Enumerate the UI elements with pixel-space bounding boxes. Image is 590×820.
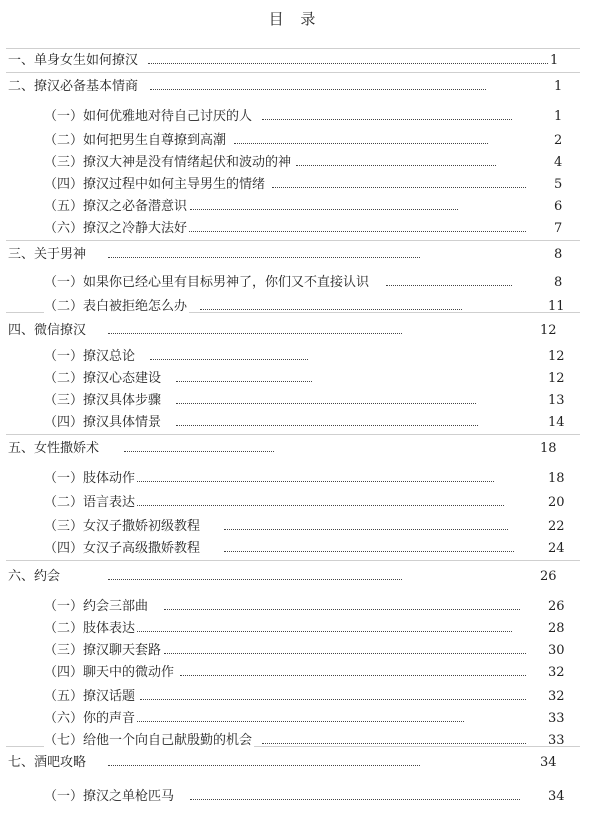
toc-label: （一）如何优雅地对待自己讨厌的人	[44, 106, 254, 128]
toc-label: （三）撩汉大神是没有情绪起伏和波动的神	[44, 152, 293, 174]
toc-page-number: 8	[554, 275, 563, 290]
toc-page-number: 24	[548, 541, 565, 556]
toc-label: （二）如何把男生自尊撩到高潮	[44, 130, 228, 152]
toc-section	[0, 596, 590, 618]
toc-section	[0, 218, 590, 240]
toc-label: 一、单身女生如何撩汉	[8, 50, 140, 72]
leader-dots	[124, 451, 274, 452]
toc-section	[0, 196, 590, 218]
toc-label: （五）撩汉之必备潜意识	[44, 196, 189, 218]
toc-label: 五、女性撒娇术	[8, 438, 101, 460]
toc-label: （五）撩汉话题	[44, 686, 137, 708]
leader-dots	[150, 89, 486, 90]
divider	[6, 560, 580, 561]
leader-dots	[176, 403, 476, 404]
leader-dots	[190, 799, 520, 800]
toc-section	[0, 174, 590, 196]
toc-page-number: 30	[548, 643, 565, 658]
toc-section	[0, 346, 590, 368]
toc-page-number: 13	[548, 393, 565, 408]
toc-label: （二）撩汉心态建设	[44, 368, 163, 390]
leader-dots	[262, 119, 512, 120]
toc-label: （一）撩汉之单枪匹马	[44, 786, 176, 808]
toc-page-number: 32	[548, 689, 565, 704]
toc-section	[0, 640, 590, 662]
leader-dots	[262, 743, 526, 744]
leader-dots	[148, 63, 548, 64]
leader-dots	[164, 609, 520, 610]
toc-section	[0, 492, 590, 514]
toc-page-number: 12	[548, 349, 565, 364]
toc-page-number: 4	[554, 155, 563, 170]
toc-chapter	[0, 244, 590, 266]
leader-dots	[150, 359, 308, 360]
toc-page-number: 8	[554, 247, 563, 262]
toc-section	[0, 618, 590, 640]
leader-dots	[272, 187, 526, 188]
toc-page-number: 12	[540, 323, 557, 338]
toc-page-number: 2	[554, 133, 563, 148]
leader-dots	[134, 721, 464, 722]
leader-dots	[108, 765, 420, 766]
leader-dots	[108, 579, 402, 580]
toc-page-number: 32	[548, 665, 565, 680]
toc-label: （三）女汉子撒娇初级教程	[44, 516, 202, 538]
toc-page-number: 18	[548, 471, 565, 486]
leader-dots	[108, 257, 420, 258]
toc-page-number: 33	[548, 711, 565, 726]
toc-section	[0, 412, 590, 434]
leader-dots	[108, 333, 402, 334]
leader-dots	[136, 481, 494, 482]
toc-label: （七）给他一个向自己献殷勤的机会	[44, 730, 254, 752]
leader-dots	[234, 143, 488, 144]
leader-dots	[188, 231, 526, 232]
toc-chapter	[0, 752, 590, 774]
toc-section	[0, 152, 590, 174]
leader-dots	[190, 209, 458, 210]
toc-label: （四）撩汉过程中如何主导男生的情绪	[44, 174, 267, 196]
toc-section	[0, 296, 590, 318]
toc-chapter	[0, 566, 590, 588]
leader-dots	[176, 425, 478, 426]
toc-page-number: 1	[550, 53, 559, 68]
toc-page-number: 34	[540, 755, 557, 770]
toc-page-number: 7	[554, 221, 563, 236]
toc-page-number: 18	[540, 441, 557, 456]
toc-label: （四）女汉子高级撒娇教程	[44, 538, 202, 560]
leader-dots	[136, 505, 504, 506]
toc-page-number: 26	[548, 599, 565, 614]
toc-label: 二、撩汉必备基本情商	[8, 76, 140, 98]
toc-chapter	[0, 50, 590, 72]
toc-page-number: 11	[548, 299, 565, 314]
toc-page-number: 1	[554, 109, 563, 124]
toc-section	[0, 538, 590, 560]
leader-dots	[176, 381, 312, 382]
toc-label: （一）如果你已经心里有目标男神了，你们又不直接认识	[44, 272, 371, 294]
toc-section	[0, 686, 590, 708]
toc-page-number: 26	[540, 569, 557, 584]
toc-label: （六）撩汉之冷静大法好	[44, 218, 189, 240]
toc-section	[0, 130, 590, 152]
toc-page-number: 5	[554, 177, 563, 192]
toc-page-number: 33	[548, 733, 565, 748]
divider	[6, 48, 580, 49]
toc-chapter	[0, 320, 590, 342]
toc-title: 目 录	[268, 10, 322, 28]
toc-label: 六、约会	[8, 566, 62, 588]
leader-dots	[180, 675, 526, 676]
toc-section	[0, 468, 590, 490]
toc-label: （四）聊天中的微动作	[44, 662, 176, 684]
toc-label: （三）撩汉具体步骤	[44, 390, 163, 412]
leader-dots	[164, 653, 526, 654]
toc-section	[0, 708, 590, 730]
toc-label: （三）撩汉聊天套路	[44, 640, 163, 662]
toc-page-number: 34	[548, 789, 565, 804]
toc-page-number: 28	[548, 621, 565, 636]
toc-label: （六）你的声音	[44, 708, 137, 730]
toc-label: （二）表白被拒绝怎么办	[44, 296, 189, 318]
toc-chapter	[0, 76, 590, 98]
toc-chapter	[0, 438, 590, 460]
toc-section	[0, 368, 590, 390]
toc-label: （一）撩汉总论	[44, 346, 137, 368]
toc-page-number: 14	[548, 415, 565, 430]
toc-page-number: 22	[548, 519, 565, 534]
toc-section	[0, 730, 590, 752]
leader-dots	[386, 285, 512, 286]
toc-section	[0, 272, 590, 294]
toc-section	[0, 106, 590, 128]
toc-label: （一）约会三部曲	[44, 596, 150, 618]
leader-dots	[136, 631, 512, 632]
leader-dots	[296, 165, 496, 166]
toc-section	[0, 516, 590, 538]
toc-page-number: 12	[548, 371, 565, 386]
toc-label: （二）语言表达	[44, 492, 137, 514]
toc-section	[0, 390, 590, 412]
leader-dots	[140, 699, 526, 700]
leader-dots	[224, 551, 514, 552]
toc-section	[0, 786, 590, 808]
leader-dots	[200, 309, 462, 310]
toc-label: 三、关于男神	[8, 244, 88, 266]
divider	[6, 434, 580, 435]
toc-page-number: 1	[554, 79, 563, 94]
toc-label: （一）肢体动作	[44, 468, 137, 490]
toc-label: （二）肢体表达	[44, 618, 137, 640]
divider	[6, 72, 580, 73]
leader-dots	[224, 529, 508, 530]
toc-page-number: 20	[548, 495, 565, 510]
toc-label: 七、酒吧攻略	[8, 752, 88, 774]
divider	[6, 240, 580, 241]
toc-section	[0, 662, 590, 684]
toc-label: （四）撩汉具体情景	[44, 412, 163, 434]
toc-label: 四、微信撩汉	[8, 320, 88, 342]
toc-page-number: 6	[554, 199, 563, 214]
